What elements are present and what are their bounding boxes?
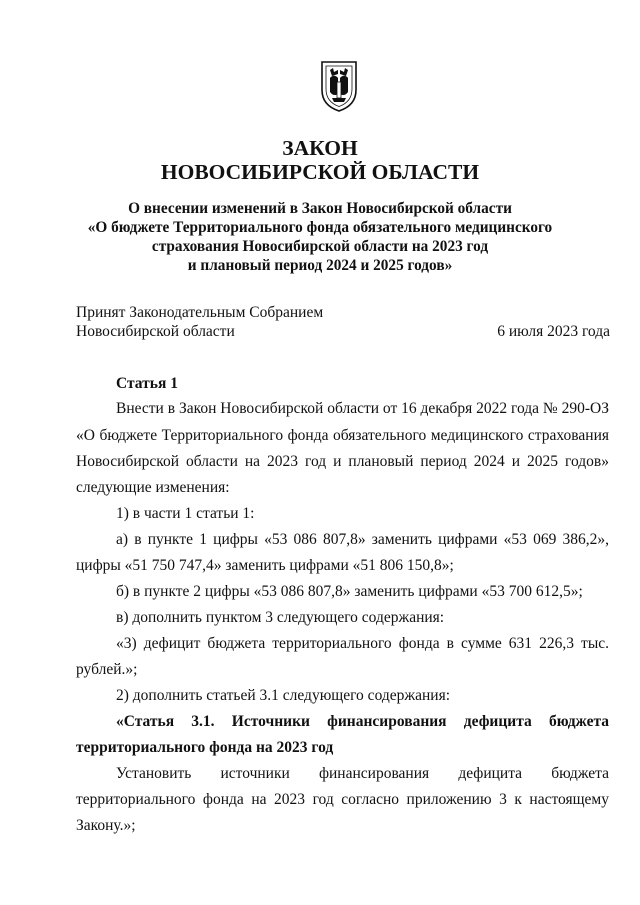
paragraph-line: Новосибирской области на 2023 год и плановый период 2024 и 2025 годов» [76, 453, 609, 470]
adoption-note [76, 303, 323, 341]
article-3-1-heading: территориального фонда на 2023 год [76, 739, 334, 756]
adoption-line: Новосибирской области [76, 323, 235, 340]
paragraph-line: Установить источники финансирования дефицита бюджета [116, 765, 609, 782]
quote-line: «3) дефицит бюджета территориального фонда в сумме 631 226,3 тыс. [116, 635, 609, 652]
quote-line: рублей.»; [76, 661, 138, 678]
article-3-1-heading: «Статья 3.1. Источники финансирования дефицита бюджета [116, 713, 609, 730]
subtitle-line: О внесении изменений в Закон Новосибирской области [128, 200, 512, 217]
law-subtitle [60, 199, 580, 275]
subtitle-line: страхования Новосибирской области на 2023 год [151, 238, 489, 255]
coat-of-arms-icon [318, 60, 360, 112]
paragraph-line: территориального фонда на 2023 год согласно приложению 3 к настоящему [76, 791, 609, 808]
paragraph-line: Закону.»; [76, 817, 136, 834]
subtitle-line: «О бюджете Территориального фонда обязательного медицинского [87, 219, 553, 236]
law-title: ЗАКОН [282, 136, 358, 160]
paragraph-line: «О бюджете Территориального фонда обязательного медицинского страхования [76, 427, 609, 444]
subtitle-line: и плановый период 2024 и 2025 годов» [187, 257, 453, 274]
paragraph-line: Внести в Закон Новосибирской области от 16 декабря 2022 года № 290-ОЗ [116, 400, 609, 417]
list-item: 2) дополнить статьей 3.1 следующего содержания: [116, 687, 450, 704]
list-item: б) в пункте 2 цифры «53 086 807,8» заменить цифрами «53 700 612,5»; [116, 583, 583, 600]
article-heading: Статья 1 [116, 375, 178, 392]
adoption-line: Принят Законодательным Собранием [76, 304, 324, 321]
list-item: в) дополнить пунктом 3 следующего содержания: [116, 609, 445, 626]
law-region-title: НОВОСИБИРСКОЙ ОБЛАСТИ [160, 160, 480, 184]
list-item: 1) в части 1 статьи 1: [116, 505, 255, 522]
list-item: цифры «51 750 747,4» заменить цифрами «51 806 150,8»; [76, 557, 454, 574]
list-item: а) в пункте 1 цифры «53 086 807,8» заменить цифрами «53 069 386,2», [116, 531, 609, 548]
adoption-date: 6 июля 2023 года [497, 323, 610, 340]
paragraph-line: следующие изменения: [76, 479, 230, 496]
